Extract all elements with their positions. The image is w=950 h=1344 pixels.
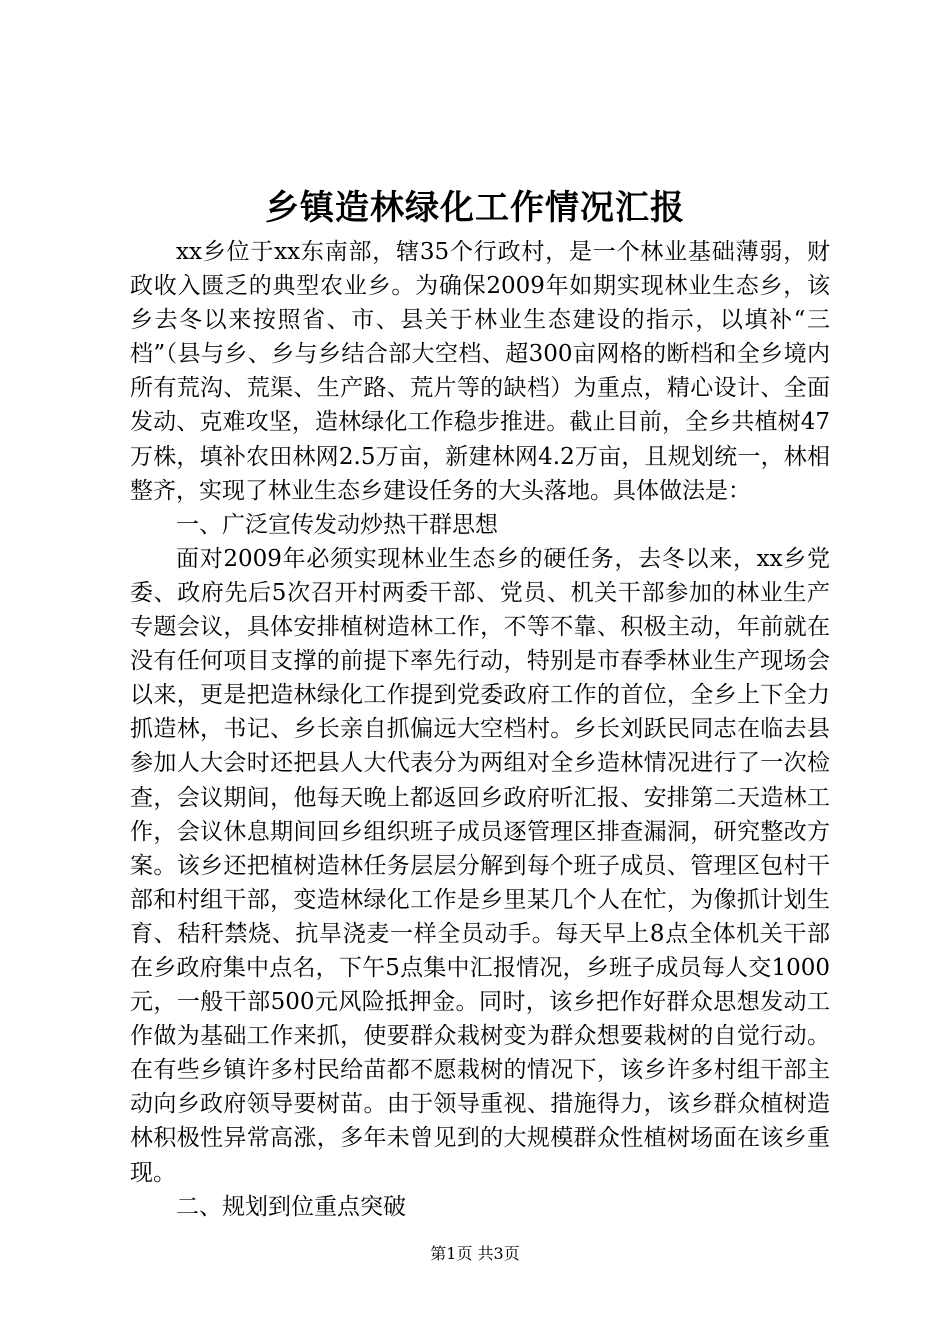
- document-title: 乡镇造林绿化工作情况汇报: [265, 188, 685, 228]
- page-number-footer: 第1页 共3页: [430, 1244, 520, 1263]
- section-1-paragraph: 面对2009年必须实现林业生态乡的硬任务，去冬以来，xx乡党委、政府先后5次召开村两委干部、党员、机关干部参加的林业生产专题会议，具体安排植树造林工作，不等不靠、积极主动，年前就在没有任何项目支撑的前提下率先行动，特别是市春季林业生产现场会以来，更是把造林绿化工作提到党委政府工作的首位，全乡上下全力抓造林，书记、乡长亲自抓偏远大空档村。乡长刘跃民同志在临去县参加人大会时还把县人大代表分为两组对全乡造林情况进行了一次检查，会议期间，他每天晚上都返回乡政府听汇报、安排第二天造林工作，会议休息期间回乡组织班子成员逐管理区排查漏洞，研究整改方案。该乡还把植树造林任务层层分解到每个班子成员、管理区包村干部和村组干部，变造林绿化工作是乡里某几个人在忙，为像抓计划生育、秸秆禁烧、抗旱浇麦一样全员动手。每天早上8点全体机关干部在乡政府集中点名，下午5点集中汇报情况，乡班子成员每人交1000元，一般干部500元风险抵押金。同时，该乡把作好群众思想发动工作做为基础工作来抓，使要群众栽树变为群众想要栽树的自觉行动。在有些乡镇许多村民给苗都不愿栽树的情况下，该乡许多村组干部主动向乡政府领导要树苗。由于领导重视、措施得力，该乡群众植树造林积极性异常高涨，多年未曾见到的大规模群众性植树场面在该乡重现。: [130, 545, 830, 1186]
- section-heading-1: 一、广泛宣传发动炒热干群思想: [176, 511, 498, 538]
- section-heading-2: 二、规划到位重点突破: [176, 1193, 406, 1220]
- intro-paragraph: xx乡位于xx东南部，辖35个行政村，是一个林业基础薄弱，财政收入匮乏的典型农业乡。为确保2009年如期实现林业生态乡，该乡去冬以来按照省、市、县关于林业生态建设的指示，以填补“三档”（县与乡、乡与乡结合部大空档、超300亩网格的断档和全乡境内所有荒沟、荒渠、生产路、荒片等的缺档）为重点，精心设计、全面发动、克难攻坚，造林绿化工作稳步推进。截止目前，全乡共植树47万株，填补农田林网2.5万亩，新建林网4.2万亩，且规划统一，林相整齐，实现了林业生态乡建设任务的大头落地。具体做法是：: [130, 239, 830, 504]
- document-body: [130, 235, 830, 1224]
